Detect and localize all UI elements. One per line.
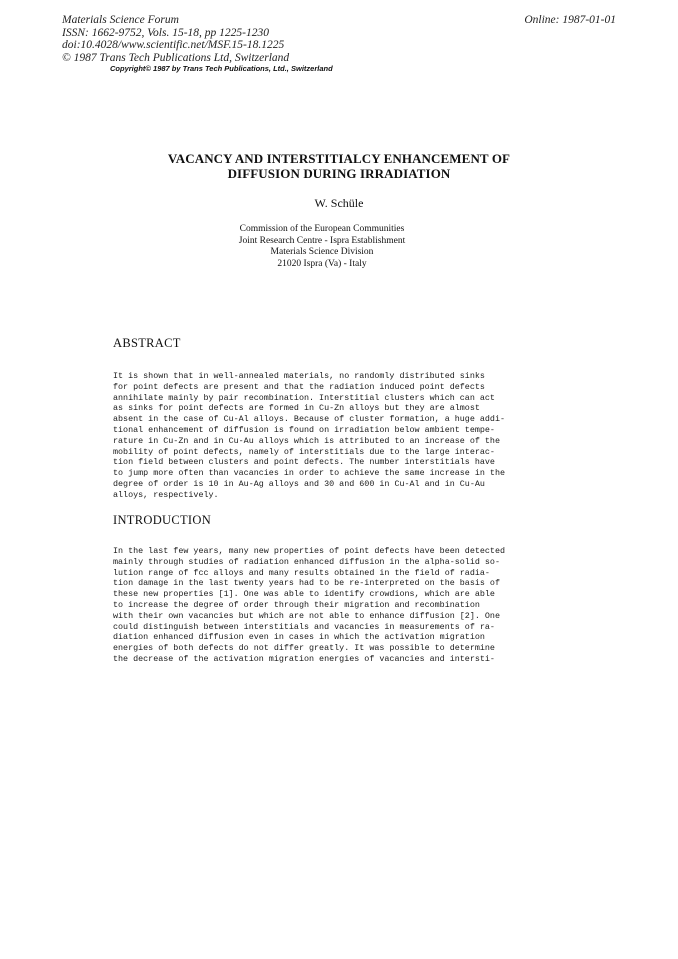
journal-doi: doi:10.4028/www.scientific.net/MSF.15-18.1225 <box>62 39 285 51</box>
title-line: VACANCY AND INTERSTITIALCY ENHANCEMENT OF <box>167 151 511 166</box>
text-line: annihilate mainly by pair recombination. Interstitial clusters which can act <box>113 392 495 403</box>
text-line: to increase the degree of order through their migration and recombination <box>113 599 480 610</box>
journal-publisher: © 1987 Trans Tech Publications Ltd, Switzerland <box>62 51 290 64</box>
text-line: tion damage in the last twenty years had to be re-interpreted on the basis of <box>113 578 500 589</box>
text-line: as sinks for point defects are formed in Cu-Zn alloys but they are almost <box>113 403 480 414</box>
text-line: the decrease of the activation migration energies of vacancies and intersti- <box>113 653 495 664</box>
text-line: with their own vacancies but which are not able to enhance diffusion [2]. One <box>113 610 500 621</box>
affiliation <box>0 224 644 270</box>
text-line: could distinguish between interstitials and vacancies in measurements of ra- <box>113 621 495 632</box>
affiliation-line: Materials Science Division <box>270 247 374 257</box>
author: W. Schüle <box>314 196 364 210</box>
text-line: tion field between clusters and point defects. The number interstitials have <box>113 457 495 468</box>
text-line: mobility of point defects, namely of interstitials due to the large interac- <box>113 446 495 457</box>
copyright-notice: Copyright© 1987 by Trans Tech Publications, Ltd., Switzerland <box>110 64 333 73</box>
text-line: for point defects are present and that the radiation induced point defects <box>113 381 485 392</box>
text-line: alloys, respectively. <box>113 489 219 500</box>
text-line: absent in the case of Cu-Al alloys. Because of cluster formation, a huge addi- <box>113 414 506 425</box>
text-line: diation enhanced diffusion even in cases in which the activation migration <box>113 632 485 643</box>
online-date: Online: 1987-01-01 <box>524 14 616 26</box>
text-line: rature in Cu-Zn and in Cu-Au alloys which is attributed to an increase of the <box>113 435 500 446</box>
text-line: lution range of fcc alloys and many results obtained in the field of radia- <box>113 567 490 578</box>
introduction-body <box>113 546 505 665</box>
title-line: DIFFUSION DURING IRRADIATION <box>227 166 451 181</box>
affiliation-line: 21020 Ispra (Va) - Italy <box>277 258 367 269</box>
journal-info <box>62 14 289 64</box>
text-line: mainly through studies of radiation enhanced diffusion in the alpha-solid so- <box>113 556 500 567</box>
paper-title <box>0 151 678 181</box>
text-line: It is shown that in well-annealed materials, no randomly distributed sinks <box>113 371 485 381</box>
text-line: In the last few years, many new properties of point defects have been detected <box>113 546 506 556</box>
affiliation-line: Joint Research Centre - Ispra Establishment <box>238 235 406 246</box>
text-line: energies of both defects do not differ greatly. It was possible to determine <box>113 643 495 654</box>
text-line: these new properties [1]. One was able to identify crowdions, which are able <box>113 589 495 600</box>
journal-issn: ISSN: 1662-9752, Vols. 15-18, pp 1225-1230 <box>62 26 269 39</box>
journal-name: Materials Science Forum <box>62 14 179 26</box>
abstract-body <box>113 371 505 501</box>
text-line: to jump more often than vacancies in order to achieve the same increase in the <box>113 468 506 479</box>
introduction-heading: INTRODUCTION <box>113 513 212 527</box>
abstract-heading: ABSTRACT <box>113 336 181 350</box>
affiliation-line: Commission of the European Communities <box>239 224 405 234</box>
text-line: degree of order is 10 in Au-Ag alloys and 30 and 600 in Cu-Al and in Cu-Au <box>113 478 485 489</box>
text-line: tional enhancement of diffusion is found on irradiation below ambient tempe- <box>113 424 495 435</box>
